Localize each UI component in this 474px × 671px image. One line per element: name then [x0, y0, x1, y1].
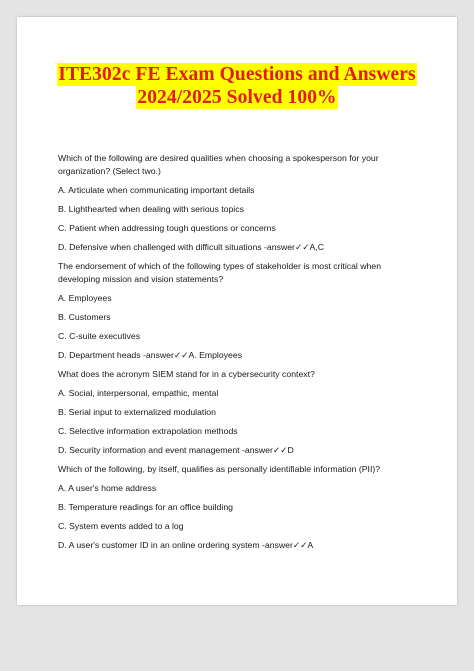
answer-option: A. Employees	[58, 293, 112, 303]
answer-option: D. Security information and event management -answer✓✓D	[58, 445, 294, 455]
document-page	[17, 17, 457, 605]
answer-option: B. Temperature readings for an office building	[58, 502, 233, 512]
answer-option: C. System events added to a log	[58, 521, 184, 531]
answer-option: C. Patient when addressing tough questions or concerns	[58, 223, 276, 233]
question-text: The endorsement of which of the following types of stakeholder is most critical when developing mission and vision statements?	[58, 261, 382, 284]
answer-option: A. A user's home address	[58, 483, 157, 493]
answer-option: A. Articulate when communicating important details	[58, 185, 255, 195]
document-title	[17, 63, 457, 109]
answer-option: C. C-suite executives	[58, 331, 141, 341]
question-list	[58, 152, 423, 558]
title-line-2: 2024/2025 Solved 100%	[137, 87, 337, 108]
answer-option: D. Defensive when challenged with difficult situations -answer✓✓A,C	[58, 242, 324, 252]
answer-option: D. A user's customer ID in an online ordering system -answer✓✓A	[58, 540, 314, 550]
question-text: Which of the following are desired qualities when choosing a spokesperson for your organization? (Select two.)	[58, 153, 379, 176]
answer-option: B. Lighthearted when dealing with serious topics	[58, 204, 244, 214]
answer-option: B. Customers	[58, 312, 111, 322]
answer-option: A. Social, interpersonal, empathic, mental	[58, 388, 219, 398]
title-line-1: ITE302c FE Exam Questions and Answers	[58, 64, 416, 85]
answer-option: C. Selective information extrapolation methods	[58, 426, 238, 436]
answer-option: B. Serial input to externalized modulation	[58, 407, 216, 417]
question-text: Which of the following, by itself, qualifies as personally identifiable information (PII)?	[58, 464, 381, 474]
question-text: What does the acronym SIEM stand for in a cybersecurity context?	[58, 369, 315, 379]
answer-option: D. Department heads -answer✓✓A. Employees	[58, 350, 243, 360]
